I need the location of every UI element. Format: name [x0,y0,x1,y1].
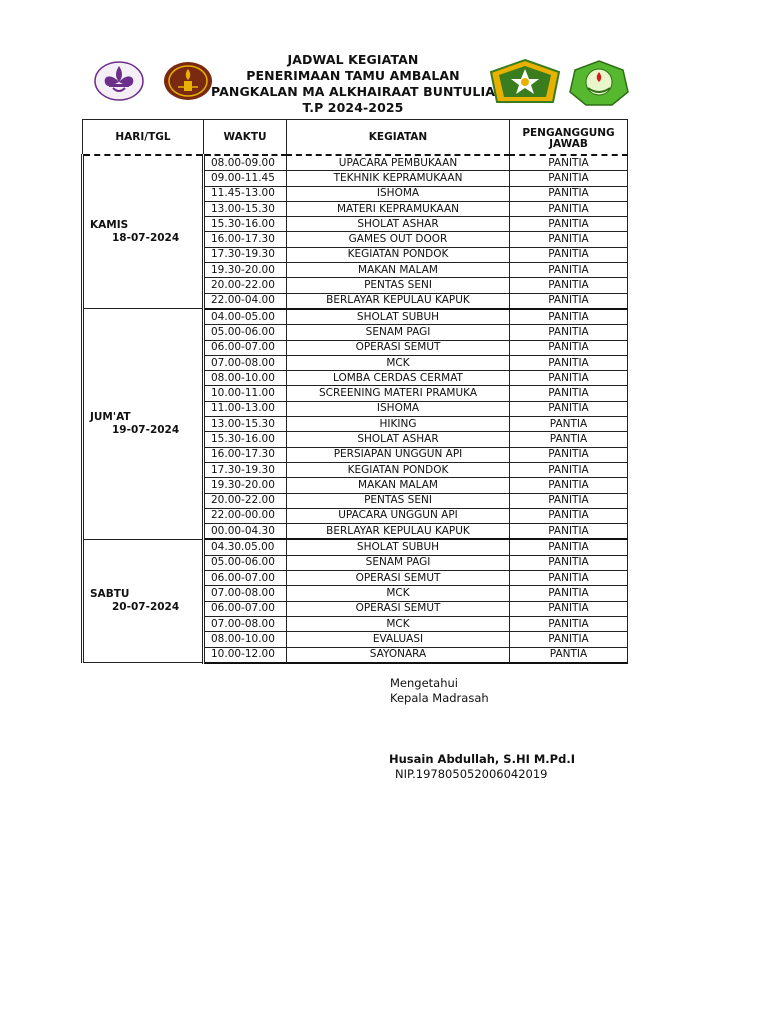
time-cell: 07.00-08.00 [204,586,287,601]
activity-cell: MATERI KEPRAMUKAAN [287,201,510,216]
signature-name: Husain Abdullah, S.HI M.Pd.I [389,752,575,766]
pj-cell: PANITIA [510,478,628,493]
pj-cell: PANITIA [510,278,628,293]
table-row [83,309,628,325]
time-cell: 09.00-11.45 [204,171,287,186]
pj-cell: PANITIA [510,355,628,370]
activity-cell: EVALUASI [287,632,510,647]
time-cell: 11.00-13.00 [204,401,287,416]
day-name: SABTU [90,588,130,601]
time-cell: 10.00-11.00 [204,386,287,401]
time-cell: 05.00-06.00 [204,555,287,570]
schedule-body [83,155,628,663]
pj-cell: PANITIA [510,263,628,278]
activity-cell: BERLAYAR KEPULAU KAPUK [287,293,510,309]
time-cell: 19.30-20.00 [204,263,287,278]
pj-cell: PANITIA [510,524,628,540]
activity-cell: PENTAS SENI [287,493,510,508]
activity-cell: PENTAS SENI [287,278,510,293]
activity-cell: MCK [287,586,510,601]
pj-cell: PANITIA [510,171,628,186]
title-line-3: PANGKALAN MA ALKHAIRAAT BUNTULIA [211,84,495,99]
time-cell: 07.00-08.00 [204,616,287,631]
activity-cell: SHOLAT ASHAR [287,432,510,447]
pj-cell: PANITIA [510,493,628,508]
time-cell: 15.30-16.00 [204,432,287,447]
pj-cell: PANITIA [510,217,628,232]
pj-cell: PANTIA [510,647,628,663]
time-cell: 04.00-05.00 [204,309,287,325]
activity-cell: OPERASI SEMUT [287,340,510,355]
pj-cell: PANITIA [510,340,628,355]
time-cell: 10.00-12.00 [204,647,287,663]
activity-cell: SHOLAT SUBUH [287,539,510,555]
day-name: KAMIS [90,219,129,232]
time-cell: 15.30-16.00 [204,217,287,232]
time-cell: 22.00-04.00 [204,293,287,309]
activity-cell: MAKAN MALAM [287,478,510,493]
pj-cell: PANITIA [510,508,628,523]
pj-cell: PANITIA [510,386,628,401]
activity-cell: PERSIAPAN UNGGUN API [287,447,510,462]
pj-cell: PANITIA [510,232,628,247]
activity-cell: TEKHNIK KEPRAMUKAAN [287,171,510,186]
time-cell: 13.00-15.30 [204,417,287,432]
table-header-row [83,120,628,156]
table-row [83,539,628,555]
signature-position: Kepala Madrasah [390,691,489,705]
time-cell: 11.45-13.00 [204,186,287,201]
schedule-table [81,119,628,664]
activity-cell: KEGIATAN PONDOK [287,462,510,477]
pj-cell: PANITIA [510,632,628,647]
activity-cell: SENAM PAGI [287,555,510,570]
activity-cell: BERLAYAR KEPULAU KAPUK [287,524,510,540]
signature-nip: NIP.197805052006042019 [395,767,548,781]
activity-cell: SENAM PAGI [287,325,510,340]
activity-cell: UPACARA PEMBUKAAN [287,155,510,171]
activity-cell: KEGIATAN PONDOK [287,247,510,262]
pj-cell: PANTIA [510,417,628,432]
time-cell: 20.00-22.00 [204,493,287,508]
time-cell: 13.00-15.30 [204,201,287,216]
time-cell: 07.00-08.00 [204,355,287,370]
day-cell [83,309,204,539]
scout-lily-emblem [94,61,144,101]
time-cell: 17.30-19.30 [204,462,287,477]
pj-cell: PANITIA [510,462,628,477]
day-name: JUM'AT [90,411,131,424]
pj-cell: PANITIA [510,325,628,340]
header-day: HARI/TGL [83,120,204,156]
pj-cell: PANITIA [510,201,628,216]
time-cell: 06.00-07.00 [204,601,287,616]
time-cell: 20.00-22.00 [204,278,287,293]
pj-cell: PANITIA [510,539,628,555]
pj-cell: PANITIA [510,309,628,325]
pj-cell: PANTIA [510,432,628,447]
pj-cell: PANITIA [510,247,628,262]
school-emblem [568,60,630,106]
time-cell: 19.30-20.00 [204,478,287,493]
time-cell: 08.00-10.00 [204,371,287,386]
activity-cell: MCK [287,616,510,631]
day-date: 18-07-2024 [112,232,180,245]
time-cell: 05.00-06.00 [204,325,287,340]
pj-cell: PANITIA [510,616,628,631]
header-pj: PENGANGGUNG JAWAB [510,120,628,156]
activity-cell: SHOLAT SUBUH [287,309,510,325]
activity-cell: OPERASI SEMUT [287,601,510,616]
day-date: 20-07-2024 [112,601,180,614]
title-line-2: PENERIMAAN TAMU AMBALAN [246,68,460,83]
pj-cell: PANITIA [510,586,628,601]
time-cell: 16.00-17.30 [204,232,287,247]
header-time: WAKTU [204,120,287,156]
header-activity: KEGIATAN [287,120,510,156]
title-line-4: T.P 2024-2025 [302,100,404,115]
time-cell: 06.00-07.00 [204,340,287,355]
pj-cell: PANITIA [510,186,628,201]
activity-cell: MAKAN MALAM [287,263,510,278]
time-cell: 17.30-19.30 [204,247,287,262]
pj-cell: PANITIA [510,293,628,309]
activity-cell: UPACARA UNGGUN API [287,508,510,523]
activity-cell: OPERASI SEMUT [287,571,510,586]
time-cell: 06.00-07.00 [204,571,287,586]
day-date: 19-07-2024 [112,424,180,437]
activity-cell: MCK [287,355,510,370]
pj-cell: PANITIA [510,571,628,586]
time-cell: 00.00-04.30 [204,524,287,540]
pj-cell: PANITIA [510,555,628,570]
time-cell: 16.00-17.30 [204,447,287,462]
activity-cell: SCREENING MATERI PRAMUKA [287,386,510,401]
activity-cell: ISHOMA [287,186,510,201]
activity-cell: SHOLAT ASHAR [287,217,510,232]
activity-cell: ISHOMA [287,401,510,416]
time-cell: 08.00-10.00 [204,632,287,647]
time-cell: 22.00-00.00 [204,508,287,523]
pj-cell: PANITIA [510,155,628,171]
pj-cell: PANITIA [510,401,628,416]
table-row [83,155,628,171]
signature-acknowledge: Mengetahui [390,676,458,690]
day-cell [83,155,204,309]
day-cell [83,539,204,662]
time-cell: 04.30.05.00 [204,539,287,555]
pj-cell: PANITIA [510,601,628,616]
pj-cell: PANITIA [510,447,628,462]
activity-cell: GAMES OUT DOOR [287,232,510,247]
activity-cell: LOMBA CERDAS CERMAT [287,371,510,386]
title-line-1: JADWAL KEGIATAN [287,52,419,67]
pj-cell: PANITIA [510,371,628,386]
document-title [200,52,506,116]
time-cell: 08.00-09.00 [204,155,287,171]
activity-cell: HIKING [287,417,510,432]
activity-cell: SAYONARA [287,647,510,663]
